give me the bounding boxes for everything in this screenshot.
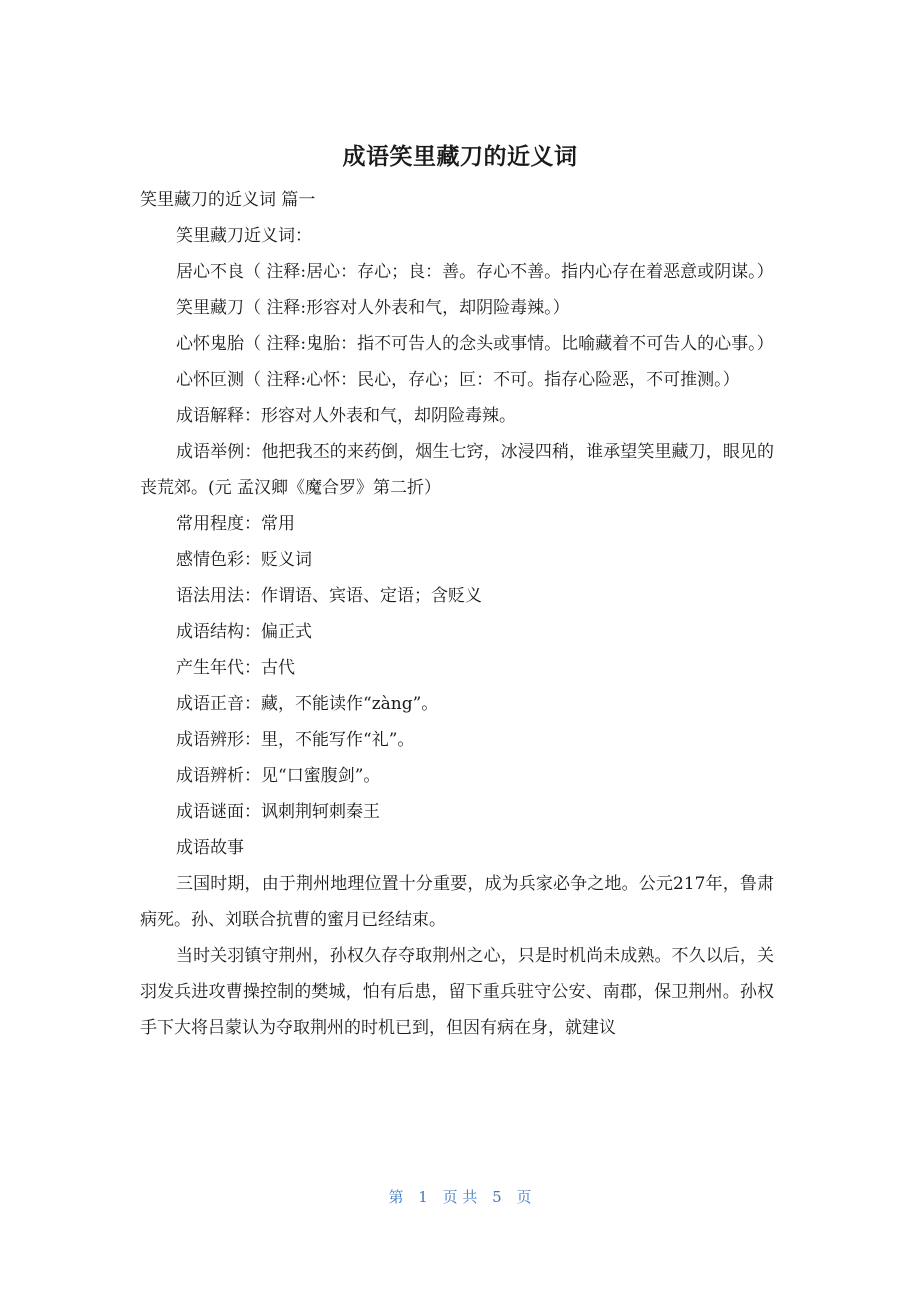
footer-page-label: 第	[388, 1188, 404, 1206]
footer-current-page: 1	[418, 1188, 428, 1206]
paragraph: 成语结构：偏正式	[176, 622, 312, 642]
paragraph: 居心不良（ 注释:居心：存心；良：善。存心不善。指内心存在着恶意或阴谋。）	[176, 262, 774, 282]
paragraph: 当时关羽镇守荆州，孙权久存夺取荆州之心，只是时机尚未成熟。不久以后，关羽发兵进攻曹操控制的樊城，怕有后患，留下重兵驻守公安、南郡，保卫荆州。孙权手下大将吕蒙认为夺取荆州的时机已到，但因有病在身，就建议	[140, 946, 774, 1038]
paragraph: 成语辨形：里，不能写作“礼”。	[176, 730, 415, 750]
paragraph: 心怀鬼胎（ 注释:鬼胎：指不可告人的念头或事情。比喻藏着不可告人的心事。）	[176, 334, 774, 354]
paragraph: 语法用法：作谓语、宾语、定语；含贬义	[176, 586, 482, 606]
paragraph: 成语正音：藏，不能读作“zàng”。	[176, 694, 439, 714]
footer-total-pages: 5	[492, 1188, 502, 1206]
paragraph: 心怀叵测（ 注释:心怀：民心，存心；叵：不可。指存心险恶，不可推测。）	[176, 370, 740, 390]
paragraph: 成语辨析：见“口蜜腹剑”。	[176, 766, 381, 786]
document-title: 成语笑里藏刀的近义词	[342, 144, 578, 170]
page-footer	[0, 1186, 920, 1207]
paragraph: 成语解释：形容对人外表和气，却阴险毒辣。	[176, 406, 516, 426]
paragraph: 成语举例：他把我丕的来药倒，烟生七窍，冰浸四稍，谁承望笑里藏刀，眼见的丧荒郊。(元 孟汉卿《魔合罗》第二折）	[140, 442, 774, 498]
paragraph: 常用程度：常用	[176, 514, 295, 534]
document-body	[140, 182, 774, 1046]
paragraph: 产生年代：古代	[176, 658, 295, 678]
paragraph: 感情色彩：贬义词	[176, 550, 312, 570]
section-heading: 笑里藏刀的近义词 篇一	[140, 190, 316, 210]
paragraph: 笑里藏刀（ 注释:形容对人外表和气，却阴险毒辣。）	[176, 298, 570, 318]
paragraph: 笑里藏刀近义词：	[176, 226, 312, 246]
subsection-heading: 成语故事	[176, 838, 244, 858]
paragraph: 成语谜面：讽刺荆轲刺秦王	[176, 802, 380, 822]
paragraph: 三国时期，由于荆州地理位置十分重要，成为兵家必争之地。公元217年，鲁肃病死。孙、刘联合抗曹的蜜月已经结束。	[140, 874, 774, 930]
footer-pages-label: 页	[516, 1188, 532, 1206]
footer-of-label: 页 共	[442, 1188, 478, 1206]
